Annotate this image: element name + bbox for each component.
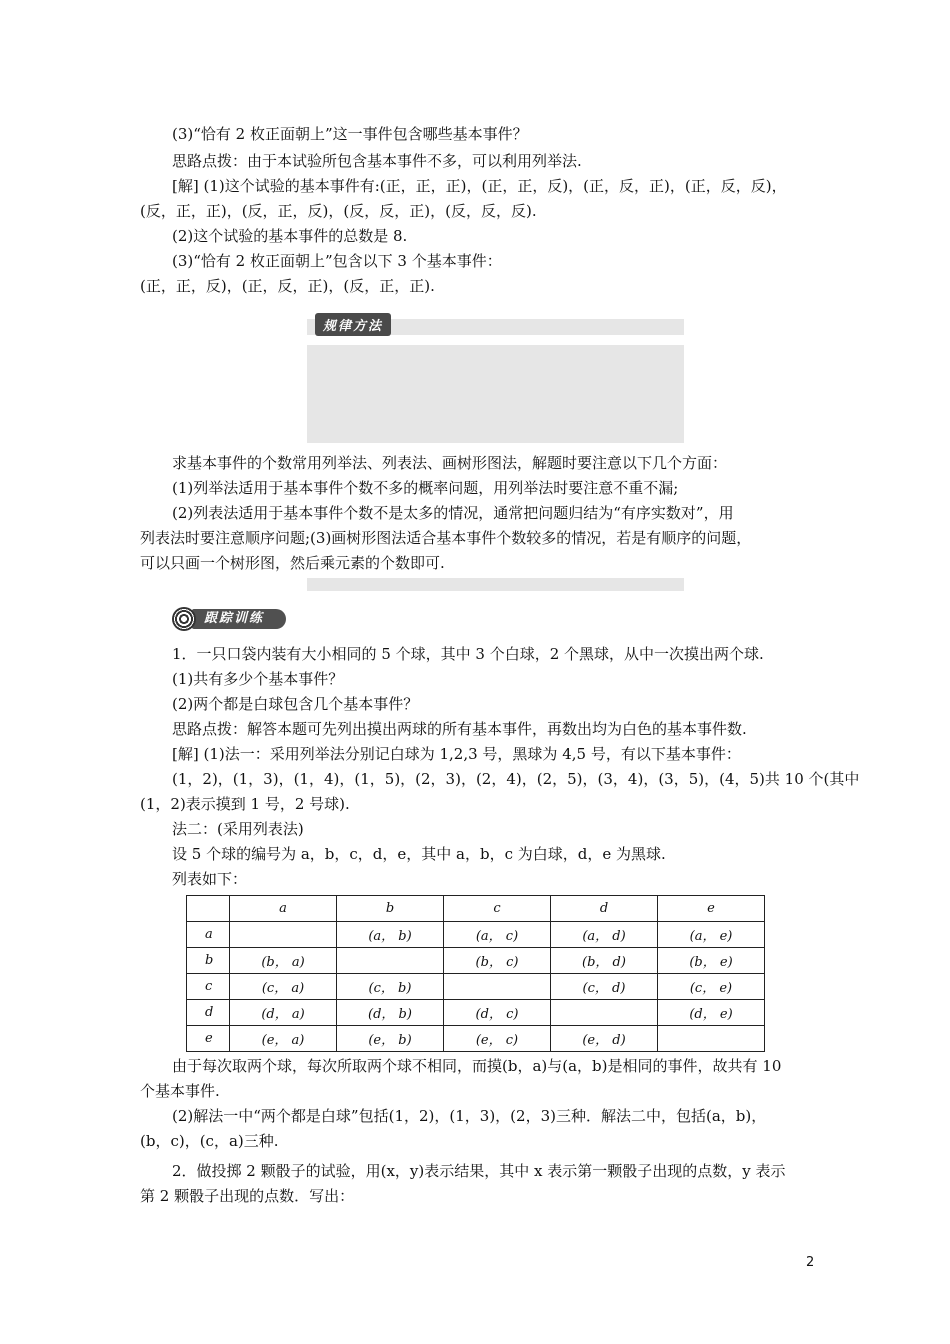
table-row	[187, 1026, 765, 1052]
practice-s1: [解] (1)法一：采用列举法分别记白球为 1,2,3 号，黑球为 4,5 号，有以下基本事件：	[172, 745, 741, 763]
practice-s5: 设 5 个球的编号为 a，b，c，d，e，其中 a，b，c 为白球，d，e 为黑球.	[172, 845, 666, 863]
table-cell	[658, 1026, 765, 1052]
practice-s4: 法二：(采用列表法)	[172, 820, 304, 838]
table-cell	[337, 948, 444, 974]
table-cell: c	[187, 974, 230, 1000]
method-para-0: 求基本事件的个数常用列举法、列表法、画树形图法，解题时要注意以下几个方面：	[172, 454, 728, 472]
table-cell: (e， b)	[337, 1026, 444, 1052]
table-cell: (a， e)	[658, 922, 765, 948]
table-cell: (d， c)	[444, 1000, 551, 1026]
solution-1b: (反，正，正)，(反，正，反)，(反，反，正)，(反，反，反).	[140, 202, 537, 220]
practice-heading	[172, 607, 290, 633]
table-row	[187, 948, 765, 974]
solution-3b: (正，正，反)，(正，反，正)，(反，正，正).	[140, 277, 435, 295]
practice-q2a: 2．做投掷 2 颗骰子的试验，用(x，y)表示结果，其中 x 表示第一颗骰子出现的点数，y 表示	[172, 1162, 786, 1180]
question-3: (3)“恰有 2 枚正面朝上”这一事件包含哪些基本事件？	[172, 125, 528, 143]
table-cell: (a， c)	[444, 922, 551, 948]
table-cell: (b， d)	[551, 948, 658, 974]
table-cell: d	[187, 1000, 230, 1026]
table-cell: (d， b)	[337, 1000, 444, 1026]
practice-q2b: 第 2 颗骰子出现的点数．写出：	[140, 1187, 355, 1205]
table-cell: (c， b)	[337, 974, 444, 1000]
practice-s7: 由于每次取两个球，每次所取两个球不相同，而摸(b，a)与(a，b)是相同的事件，故共有 10	[172, 1057, 782, 1075]
practice-s10: (b，c)，(c，a)三种.	[140, 1132, 279, 1150]
table-cell: e	[187, 1026, 230, 1052]
table-cell: (d， a)	[230, 1000, 337, 1026]
practice-q1a: (1)共有多少个基本事件？	[172, 670, 344, 688]
practice-hint: 思路点拨：解答本题可先列出摸出两球的所有基本事件，再数出均为白色的基本事件数.	[172, 720, 747, 738]
method-para-2a: (2)列表法适用于基本事件个数不是太多的情况，通常把问题归结为“有序实数对”，用	[172, 504, 734, 522]
table-cell: e	[658, 896, 765, 922]
page-number: 2	[806, 1255, 815, 1270]
table-cell: c	[444, 896, 551, 922]
solution-1a: [解] (1)这个试验的基本事件有:(正，正，正)，(正，正，反)，(正，反，正)，(正，反，反)，	[172, 177, 787, 195]
table-cell	[444, 974, 551, 1000]
method-box	[307, 345, 684, 443]
method-para-1: (1)列举法适用于基本事件个数不多的概率问题，用列举法时要注意不重不漏;	[172, 479, 679, 497]
table-cell: (b， e)	[658, 948, 765, 974]
table-cell: (c， e)	[658, 974, 765, 1000]
table-cell	[551, 1000, 658, 1026]
method-para-2c: 可以只画一个树形图，然后乘元素的个数即可.	[140, 554, 445, 572]
table-row	[187, 922, 765, 948]
solution-2: (2)这个试验的基本事件的总数是 8.	[172, 227, 408, 245]
practice-q1: 1．一只口袋内装有大小相同的 5 个球，其中 3 个白球，2 个黑球，从中一次摸出两个球.	[172, 645, 764, 663]
table-cell: (e， d)	[551, 1026, 658, 1052]
table-cell	[230, 922, 337, 948]
method-tag: 规律方法	[315, 313, 391, 336]
table-header-row	[187, 896, 765, 922]
table-cell: (a， b)	[337, 922, 444, 948]
table-cell: (e， a)	[230, 1026, 337, 1052]
table-cell: (c， a)	[230, 974, 337, 1000]
table-cell: (b， a)	[230, 948, 337, 974]
practice-s9: (2)解法一中“两个都是白球”包括(1，2)，(1，3)，(2，3)三种．解法二中，包括(a，b)，	[172, 1107, 767, 1125]
table-cell: a	[230, 896, 337, 922]
hint-text: 思路点拨：由于本试验所包含基本事件不多，可以利用列举法.	[172, 152, 582, 170]
table-row	[187, 1000, 765, 1026]
table-cell: (e， c)	[444, 1026, 551, 1052]
practice-q1b: (2)两个都是白球包含几个基本事件？	[172, 695, 419, 713]
table-cell: b	[187, 948, 230, 974]
table-cell: (a， d)	[551, 922, 658, 948]
table-cell: (b， c)	[444, 948, 551, 974]
table-cell: (c， d)	[551, 974, 658, 1000]
table-cell: d	[551, 896, 658, 922]
solution-3a: (3)“恰有 2 枚正面朝上”包含以下 3 个基本事件：	[172, 252, 502, 270]
practice-s6: 列表如下：	[172, 870, 248, 888]
target-icon	[172, 607, 196, 631]
method-footer-bar	[307, 578, 684, 591]
practice-s3: (1，2)表示摸到 1 号，2 号球).	[140, 795, 350, 813]
table-cell: b	[337, 896, 444, 922]
practice-tag: 跟踪训练	[192, 609, 286, 629]
table-cell: a	[187, 922, 230, 948]
table-row	[187, 974, 765, 1000]
method-para-2b: 列表法时要注意顺序问题;(3)画树形图法适合基本事件个数较多的情况，若是有顺序的问题，	[140, 529, 752, 547]
table-cell: (d， e)	[658, 1000, 765, 1026]
practice-s2: (1，2)，(1，3)，(1，4)，(1，5)，(2，3)，(2，4)，(2，5)，(3，4)，(3，5)，(4，5)共 10 个(其中	[172, 770, 860, 788]
table-cell	[187, 896, 230, 922]
practice-s8: 个基本事件.	[140, 1082, 220, 1100]
event-table	[186, 895, 765, 1052]
